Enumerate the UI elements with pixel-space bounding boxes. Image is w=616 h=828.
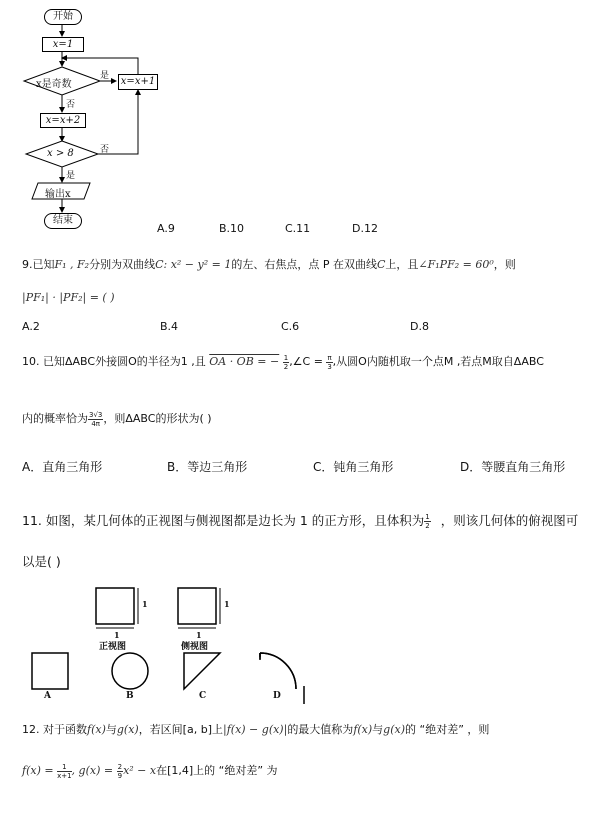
q12-l2-gx: , g(x) = — [71, 764, 114, 777]
q11-front-bottom-dim: 1 — [114, 630, 120, 640]
q11-front-dim: 1 — [142, 599, 148, 609]
q12-frac-g-den: 9 — [117, 771, 123, 780]
q9-text-e: ，则 — [493, 258, 516, 271]
q11-choice-b: B — [126, 691, 134, 701]
q12-text-d: 的最大值称为 — [287, 723, 354, 736]
q11-side-label: 侧视图 — [181, 642, 209, 652]
q10-frac-half-num: 1 — [283, 353, 289, 362]
q11-choice-a: A — [44, 691, 51, 701]
q12-gx2: g(x) — [383, 723, 405, 736]
flow-output: 输出x — [45, 189, 71, 200]
q10-option-c: C．钝角三角形 — [313, 460, 394, 474]
q12-frac-f — [57, 763, 71, 780]
q9-option-c: C.6 — [281, 320, 300, 333]
q9-angle: ∠F₁PF₂ = 60⁰ — [418, 258, 494, 271]
q10-frac-prob-den: 4π — [91, 419, 101, 428]
q10-text-e: ，则ΔABC的形状为( ) — [103, 412, 212, 425]
q11-text-b: ，则该几何体的俯视图可 — [440, 513, 579, 528]
q10-text-a: 10. 已知ΔABC外接圆O的半径为1 ,且 — [22, 355, 206, 368]
q11-frac-half — [424, 513, 430, 530]
q10-text-c: ,从圆O内随机取一个点M ,若点M取自ΔABC — [332, 355, 544, 368]
q12-line1 — [22, 721, 489, 737]
q10-vector-product: OA · OB = − — [209, 355, 280, 368]
q9-line1 — [22, 256, 516, 272]
flow-yes1: 是 — [100, 71, 110, 81]
q10-line1 — [22, 353, 544, 371]
q12-text-c: ，若区间[a, b]上 — [138, 723, 223, 736]
q9-f1f2: F₁ , F₂ — [54, 258, 90, 271]
q11-text-a: 11. 如图，某几何体的正视图与侧视图都是边长为 1 的正方形，且体积为 — [22, 513, 425, 528]
q9-option-b: B.4 — [160, 320, 179, 333]
q11-choice-d: D — [273, 691, 281, 701]
q11-frac-num: 1 — [425, 513, 430, 521]
q12-fx2: f(x) — [353, 723, 373, 736]
q9-text-a: 9.已知 — [22, 258, 55, 271]
flow-no1: 否 — [66, 100, 76, 110]
flow-cond2: x > 8 — [47, 148, 74, 159]
flow-no2: 否 — [100, 145, 110, 155]
q12-gx: g(x) — [116, 723, 139, 736]
q12-text-f: 的 “绝对差” ，则 — [405, 723, 490, 736]
q9-option-d: D.8 — [410, 320, 429, 333]
q12-frac-f-num: 1 — [57, 763, 71, 772]
q9-option-a: A.2 — [22, 320, 40, 333]
q10-option-b: B．等边三角形 — [167, 460, 248, 474]
q9-text-b: 分别为双曲线 — [89, 258, 156, 271]
q10-text-b: ,∠C = — [289, 355, 323, 368]
q8-option-b: B.10 — [219, 222, 245, 235]
q8-option-c: C.11 — [285, 222, 311, 235]
q11-front-label: 正视图 — [99, 642, 127, 652]
q11-line1 — [22, 511, 578, 530]
q12-text-b: 与 — [105, 723, 117, 736]
flow-end: 结束 — [44, 213, 82, 229]
q12-fx: f(x) — [87, 723, 106, 736]
flowchart-connectors — [0, 0, 200, 240]
q12-l2-fx: f(x) = — [22, 764, 54, 777]
q10-frac-pi3-num: π — [327, 353, 332, 362]
q12-line2 — [22, 762, 278, 780]
q10-option-d: D．等腰直角三角形 — [460, 460, 566, 474]
q10-frac-prob — [88, 411, 103, 428]
q11-side-dim: 1 — [224, 599, 230, 609]
q11-choice-c: C — [199, 691, 207, 701]
q12-absdiff: |f(x) − g(x)| — [223, 723, 288, 736]
q12-text-e: 与 — [372, 723, 384, 736]
q11-side-bottom-dim: 1 — [196, 630, 202, 640]
q8-option-d: D.12 — [352, 222, 378, 235]
flow-cond1: x是奇数 — [36, 79, 72, 90]
flow-init: x=1 — [42, 37, 84, 52]
q10-text-d: 内的概率恰为 — [22, 412, 88, 425]
q12-l2-poly: x² − x — [123, 764, 157, 777]
q11-line2: 以是( ) — [22, 554, 61, 569]
q10-frac-half-den: 2 — [283, 362, 289, 371]
q9-c-label: C — [377, 258, 386, 271]
q12-frac-f-den: x+1 — [57, 771, 72, 780]
flow-step2: x=x+2 — [40, 113, 86, 128]
q9-text-d: 上，且 — [385, 258, 419, 271]
q10-frac-prob-num: 3√3 — [89, 410, 103, 419]
q12-l2-text: 在[1,4]上的 “绝对差” 为 — [156, 764, 278, 777]
q10-frac-pi3-den: 3 — [327, 362, 332, 371]
q11-frac-den: 2 — [425, 522, 430, 530]
q9-line2: |PF₁| · |PF₂| = ( ) — [22, 291, 115, 304]
flow-step-odd: x=x+1 — [118, 74, 158, 90]
q8-option-a: A.9 — [157, 222, 175, 235]
flow-start: 开始 — [44, 9, 82, 25]
q9-curve: C: x² − y² = 1 — [155, 258, 232, 271]
q10-line2 — [22, 410, 212, 428]
q10-option-a: A．直角三角形 — [22, 460, 103, 474]
q12-text-a: 12. 对于函数 — [22, 723, 87, 736]
flow-yes2: 是 — [66, 171, 76, 181]
q9-text-c: 的左、右焦点，点 P 在双曲线 — [231, 258, 377, 271]
q12-frac-g-num: 2 — [117, 762, 123, 771]
